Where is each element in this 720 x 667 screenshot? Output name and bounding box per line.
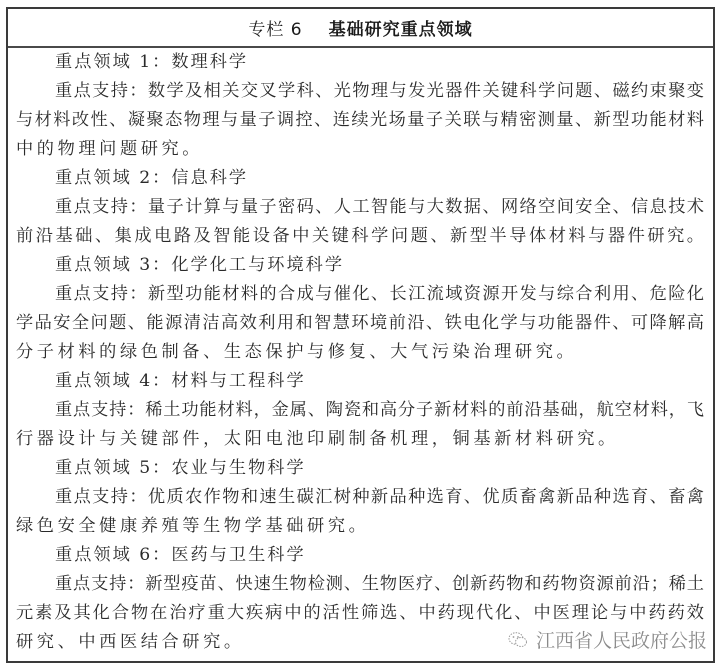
section-text-line: 重点支持：优质农作物和速生碳汇树种新品种选育、优质畜禽新品种选育、畜禽	[55, 487, 704, 507]
section-text-line: 前沿基础、集成电路及智能设备中关键科学问题、新型半导体材料与器件研究。	[16, 226, 704, 246]
section-text-line: 绿色安全健康养殖等生物学基础研究。	[16, 516, 370, 536]
watermark-text: 江西省人民政府公报	[536, 630, 708, 652]
watermark	[508, 626, 707, 653]
section-text-line: 重点支持：量子计算与量子密码、人工智能与大数据、网络空间安全、信息技术	[55, 197, 704, 217]
section-5	[16, 454, 704, 541]
section-heading: 重点领域 4：材料与工程科学	[55, 371, 306, 391]
column-title: 基础研究重点领域	[328, 20, 473, 40]
section-heading: 重点领域 1：数理科学	[55, 52, 249, 72]
section-text-line: 元素及其化合物在治疗重大疾病中的活性筛选、中药现代化、中医理论与中药药效	[16, 603, 704, 623]
column-label: 专栏 6	[248, 20, 303, 40]
section-text-line: 中的物理问题研究。	[16, 139, 204, 159]
section-4	[16, 367, 704, 454]
section-2	[16, 164, 704, 251]
column-box	[6, 7, 715, 663]
column-header	[8, 9, 713, 48]
column-content	[16, 48, 704, 657]
section-text-line: 行器设计与关键部件，太阳电池印刷制备机理，铜基新材料研究。	[16, 429, 619, 449]
section-text-line: 重点支持：新型疫苗、快速生物检测、生物医疗、创新药物和药物资源前沿；稀土	[55, 574, 704, 594]
section-heading: 重点领域 3：化学化工与环境科学	[55, 255, 345, 275]
section-heading: 重点领域 6：医药与卫生科学	[55, 545, 306, 565]
wechat-icon	[508, 631, 528, 649]
section-text-line: 重点支持：稀土功能材料，金属、陶瓷和高分子新材料的前沿基础，航空材料，飞	[55, 400, 704, 420]
section-text-line: 分子材料的绿色制备、生态保护与修复、大气污染治理研究。	[16, 342, 578, 362]
section-1	[16, 48, 704, 164]
section-text-line: 研究、中西医结合研究。	[16, 632, 245, 652]
section-heading: 重点领域 5：农业与生物科学	[55, 458, 306, 478]
section-text-line: 学品安全问题、能源清洁高效利用和智慧环境前沿、铁电化学与功能器件、可降解高	[16, 313, 704, 333]
section-text-line: 重点支持：新型功能材料的合成与催化、长江流域资源开发与综合利用、危险化	[55, 284, 704, 304]
section-text-line: 重点支持：数学及相关交叉学科、光物理与发光器件关键科学问题、磁约束聚变	[55, 81, 704, 101]
section-text-line: 与材料改性、凝聚态物理与量子调控、连续光场量子关联与精密测量、新型功能材料	[16, 110, 704, 130]
section-3	[16, 251, 704, 367]
section-heading: 重点领域 2：信息科学	[55, 168, 249, 188]
